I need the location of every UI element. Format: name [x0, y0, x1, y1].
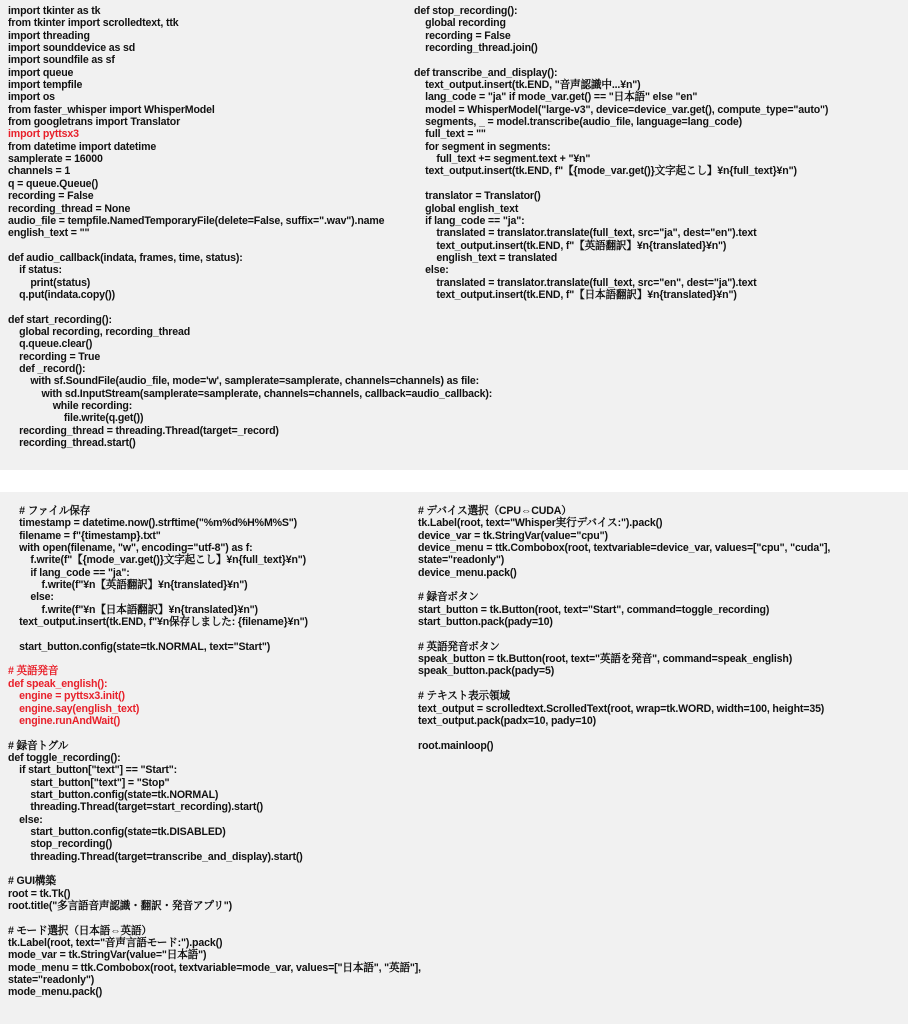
code-line: root.mainloop(): [418, 739, 494, 752]
code-line: # GUI構築: [8, 875, 56, 888]
code-panel-top: [0, 0, 908, 470]
code-line: with open(filename, "w", encoding="utf-8") as f:: [8, 542, 253, 555]
code-line: q.put(indata.copy()): [8, 288, 116, 301]
code-line: [8, 301, 492, 313]
code-line: recording_thread = threading.Thread(target=_record): [8, 424, 279, 437]
code-line: def _record():: [8, 362, 86, 375]
code-line: engine.runAndWait(): [8, 714, 121, 727]
code-line: # デバイス選択（CPU⇔CUDA）: [418, 505, 572, 517]
code-line: text_output.insert(tk.END, f"【日本語翻訳】¥n{translated}¥n"): [414, 288, 737, 301]
code-line: from tkinter import scrolledtext, ttk: [8, 17, 179, 30]
code-line: else:: [414, 264, 449, 277]
code-line: channels = 1: [8, 165, 71, 178]
code-line: import tempfile: [8, 79, 83, 92]
code-line: # モード選択（日本語⇔英語）: [8, 924, 152, 937]
code-line: if start_button["text"] == "Start":: [8, 764, 178, 777]
code-line: import queue: [8, 66, 74, 79]
code-line: root = tk.Tk(): [8, 887, 71, 900]
code-line: recording = False: [414, 29, 511, 42]
code-line: if status:: [8, 264, 62, 277]
code-line: if lang_code == "ja":: [8, 566, 130, 579]
code-line: samplerate = 16000: [8, 153, 103, 166]
code-line: import threading: [8, 29, 90, 42]
code-line: global recording: [414, 17, 506, 30]
code-line: recording_thread = None: [8, 202, 131, 215]
code-line: text_output.pack(padx=10, pady=10): [418, 714, 596, 727]
code-line: mode_var = tk.StringVar(value="日本語"): [8, 949, 207, 962]
code-line: speak_button.pack(pady=5): [418, 665, 555, 678]
code-line: [8, 863, 421, 875]
code-line: translated = translator.translate(full_text, src="ja", dest="en").text: [414, 227, 757, 240]
code-line: english_text = "": [8, 227, 90, 240]
code-line: filename = f"{timestamp}.txt": [8, 529, 161, 542]
code-line: full_text += segment.text + "¥n": [414, 153, 591, 166]
code-column-right: [414, 5, 828, 301]
code-line: text_output.insert(tk.END, "音声認識中...¥n"): [414, 79, 641, 92]
code-line: english_text = translated: [414, 251, 558, 264]
code-line: [8, 912, 421, 924]
code-line: text_output.insert(tk.END, f"【英語翻訳】¥n{translated}¥n"): [414, 239, 727, 252]
code-line: global english_text: [414, 202, 519, 215]
code-line: translated = translator.translate(full_text, src="en", dest="ja").text: [414, 276, 757, 289]
code-line: # 録音トグル: [8, 739, 69, 752]
code-line: from datetime import datetime: [8, 140, 157, 153]
code-line: start_button.config(state=tk.NORMAL, text="Start"): [8, 640, 271, 653]
code-line: for segment in segments:: [414, 140, 551, 153]
code-panel-bottom: [0, 492, 908, 1024]
code-line: engine.say(english_text): [8, 702, 140, 715]
code-line: root.title("多言語音声認識・翻訳・発音アプリ"): [8, 900, 233, 912]
code-line: text_output = scrolledtext.ScrolledText(root, wrap=tk.WORD, width=100, height=35): [418, 702, 825, 715]
code-line: f.write(f"¥n【日本語翻訳】¥n{translated}¥n"): [8, 603, 258, 616]
code-line: def speak_english():: [8, 677, 108, 690]
code-line: # 録音ボタン: [418, 591, 479, 604]
code-line: text_output.insert(tk.END, f"¥n保存しました: {filename}¥n"): [8, 616, 308, 629]
code-line: [418, 628, 830, 640]
code-line: [8, 653, 421, 665]
code-line: state="readonly"): [418, 554, 505, 567]
code-line: file.write(q.get()): [8, 412, 144, 425]
code-line: recording_thread.join(): [414, 42, 538, 55]
code-line: import sounddevice as sd: [8, 42, 136, 55]
code-line: [414, 54, 828, 66]
code-line: start_button.pack(pady=10): [418, 616, 553, 629]
code-line: # ファイル保存: [8, 505, 91, 517]
code-line: # 英語発音ボタン: [418, 640, 500, 653]
code-line: global recording, recording_thread: [8, 325, 191, 338]
code-line: device_menu.pack(): [418, 566, 517, 579]
code-line: import pyttsx3: [8, 128, 79, 141]
code-line: [418, 579, 830, 591]
code-line: [418, 678, 830, 690]
code-line: # テキスト表示領域: [418, 690, 510, 703]
code-line: start_button["text"] = "Stop": [8, 776, 170, 789]
code-line: device_menu = ttk.Combobox(root, textvariable=device_var, values=["cpu", "cuda"],: [418, 542, 831, 555]
code-line: start_button.config(state=tk.DISABLED): [8, 825, 226, 838]
code-line: text_output.insert(tk.END, f"【{mode_var.get()}文字起こし】¥n{full_text}¥n"): [414, 165, 797, 178]
code-line: tk.Label(root, text="音声言語モード:").pack(): [8, 937, 223, 950]
code-line: else:: [8, 813, 43, 826]
code-line: state="readonly"): [8, 974, 95, 987]
code-line: def transcribe_and_display():: [414, 66, 558, 79]
code-line: q = queue.Queue(): [8, 177, 99, 190]
code-line: threading.Thread(target=transcribe_and_display).start(): [8, 850, 303, 863]
code-line: device_var = tk.StringVar(value="cpu"): [418, 529, 608, 542]
code-line: # 英語発音: [8, 665, 59, 678]
code-line: recording = False: [8, 190, 94, 203]
code-line: mode_menu.pack(): [8, 986, 103, 999]
code-line: q.queue.clear(): [8, 338, 93, 351]
code-line: from faster_whisper import WhisperModel: [8, 103, 215, 116]
code-line: while recording:: [8, 400, 133, 412]
code-line: print(status): [8, 276, 91, 289]
code-line: def audio_callback(indata, frames, time, status):: [8, 251, 243, 264]
code-line: audio_file = tempfile.NamedTemporaryFile(delete=False, suffix=".wav").name: [8, 214, 385, 227]
code-line: mode_menu = ttk.Combobox(root, textvariable=mode_var, values=["日本語", "英語"],: [8, 961, 421, 974]
code-line: [418, 727, 830, 739]
code-line: start_button.config(state=tk.NORMAL): [8, 788, 219, 801]
code-line: speak_button = tk.Button(root, text="英語を発音", command=speak_english): [418, 653, 793, 666]
code-line: timestamp = datetime.now().strftime("%m%d%H%M%S"): [8, 517, 298, 530]
code-line: tk.Label(root, text="Whisper実行デバイス:").pack(): [418, 517, 663, 530]
code-line: else:: [8, 591, 54, 604]
code-line: [414, 178, 828, 190]
code-line: with sd.InputStream(samplerate=samplerate, channels=channels, callback=audio_callback):: [8, 387, 493, 400]
code-line: stop_recording(): [8, 838, 113, 851]
code-line: def stop_recording():: [414, 5, 518, 17]
code-line: def start_recording():: [8, 313, 112, 326]
code-line: model = WhisperModel("large-v3", device=device_var.get(), compute_type="auto"): [414, 103, 829, 116]
code-line: f.write(f"¥n【英語翻訳】¥n{translated}¥n"): [8, 579, 248, 592]
code-line: import soundfile as sf: [8, 54, 115, 67]
code-line: if lang_code == "ja":: [414, 214, 525, 227]
code-line: translator = Translator(): [414, 190, 541, 203]
code-column-left: [8, 505, 421, 999]
code-line: [8, 628, 421, 640]
code-line: lang_code = "ja" if mode_var.get() == "日本語" else "en": [414, 91, 698, 104]
code-line: full_text = "": [414, 128, 486, 141]
code-line: recording = True: [8, 350, 101, 363]
code-line: def toggle_recording():: [8, 751, 121, 764]
code-line: start_button = tk.Button(root, text="Start", command=toggle_recording): [418, 603, 770, 616]
code-line: import os: [8, 91, 55, 104]
code-line: f.write(f"【{mode_var.get()}文字起こし】¥n{full_text}¥n"): [8, 554, 307, 567]
code-column-right: [418, 505, 830, 752]
code-line: threading.Thread(target=start_recording).start(): [8, 801, 264, 814]
code-line: import tkinter as tk: [8, 5, 101, 17]
code-line: with sf.SoundFile(audio_file, mode='w', samplerate=samplerate, channels=channels) as file:: [8, 375, 480, 388]
code-line: segments, _ = model.transcribe(audio_file, language=lang_code): [414, 116, 743, 129]
code-line: from googletrans import Translator: [8, 116, 181, 129]
code-line: [8, 727, 421, 739]
code-line: engine = pyttsx3.init(): [8, 690, 125, 703]
code-line: recording_thread.start(): [8, 437, 136, 450]
